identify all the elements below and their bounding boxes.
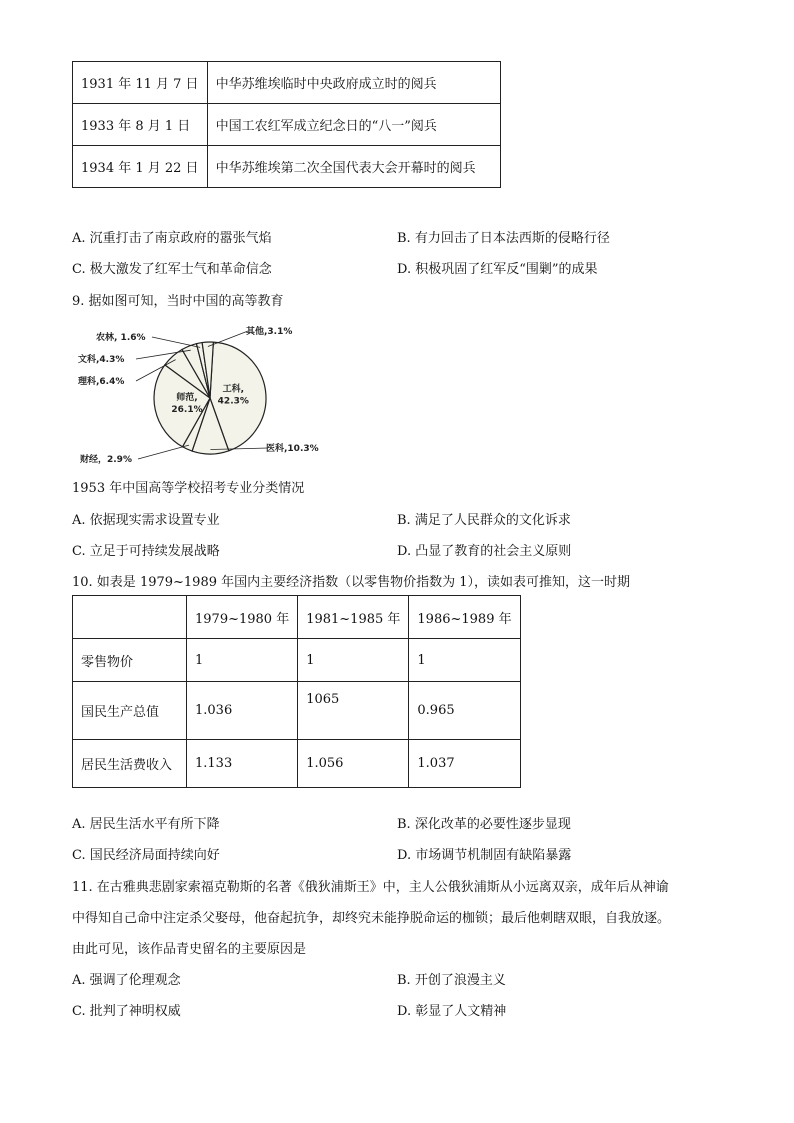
q10-option-a: A. 居民生活水平有所下降 xyxy=(72,817,220,832)
q8-option-b: B. 有力回击了日本法西斯的侵略行径 xyxy=(397,231,610,246)
table-row xyxy=(73,639,521,682)
table-cell: 0.965 xyxy=(409,682,520,740)
pie-label-文科: 文科,4.3% xyxy=(78,355,125,365)
table-cell: 中华苏维埃临时中央政府成立时的阅兵 xyxy=(207,62,500,104)
q8-option-a: A. 沉重打击了南京政府的嚣张气焰 xyxy=(72,231,272,246)
q9-option-a: A. 依据现实需求设置专业 xyxy=(72,513,220,528)
q10-option-b: B. 深化改革的必要性逐步显现 xyxy=(397,817,571,832)
pie-label-医科: 医科,10.3% xyxy=(266,444,319,454)
table-cell: 1.037 xyxy=(409,740,520,788)
table-cell: 中华苏维埃第二次全国代表大会开幕时的阅兵 xyxy=(207,146,500,188)
table-row xyxy=(73,682,521,740)
pie-label-师范: 师范, xyxy=(176,393,198,403)
q10-option-c: C. 国民经济局面持续向好 xyxy=(72,848,220,863)
pie-chart xyxy=(70,312,340,470)
q9-stem: 9. 据如图可知，当时中国的高等教育 xyxy=(72,294,284,309)
pie-leader-line xyxy=(138,445,189,459)
chart-caption: 1953 年中国高等学校招考专业分类情况 xyxy=(72,481,305,496)
q10-stem: 10. 如表是 1979~1989 年国内主要经济指数（以零售物价指数为 1），读如表可推知，这一时期 xyxy=(72,575,631,590)
q11-stem-line2: 中得知自己命中注定杀父娶母，他奋起抗争，却终究未能挣脱命运的枷锁；最后他刺瞎双眼，自我放逐。 xyxy=(72,911,671,926)
q11-option-d: D. 彰显了人文精神 xyxy=(397,1004,507,1019)
table-cell: 1934 年 1 月 22 日 xyxy=(73,146,208,188)
table-header-cell: 1981~1985 年 xyxy=(298,596,409,639)
table-cell: 1065 xyxy=(298,682,409,740)
table-row xyxy=(73,146,501,188)
parade-table xyxy=(72,61,501,188)
table-cell: 零售物价 xyxy=(73,639,187,682)
table-row xyxy=(73,62,501,104)
economic-index-table xyxy=(72,595,521,788)
table-cell: 居民生活费收入 xyxy=(73,740,187,788)
pie-leader-line xyxy=(152,337,200,347)
q9-option-b: B. 满足了人民群众的文化诉求 xyxy=(397,513,571,528)
table-header-cell xyxy=(73,596,187,639)
q11-stem-line3: 由此可见，该作品青史留名的主要原因是 xyxy=(72,942,307,957)
table-cell: 1 xyxy=(298,639,409,682)
q9-option-c: C. 立足于可持续发展战略 xyxy=(72,544,220,559)
table-header-row xyxy=(73,596,521,639)
q11-option-c: C. 批判了神明权威 xyxy=(72,1004,181,1019)
table-cell: 1.036 xyxy=(187,682,298,740)
table-cell: 国民生产总值 xyxy=(73,682,187,740)
q11-stem-line1: 11. 在古雅典悲剧家索福克勒斯的名著《俄狄浦斯王》中，主人公俄狄浦斯从小远离双亲，成年后从神谕 xyxy=(72,880,669,895)
pie-label-理科: 理科,6.4% xyxy=(78,377,125,387)
q9-option-d: D. 凸显了教育的社会主义原则 xyxy=(397,544,572,559)
table-header-cell: 1986~1989 年 xyxy=(409,596,520,639)
q8-option-d: D. 积极巩固了红军反“围剿”的成果 xyxy=(397,262,598,277)
table-cell: 1.133 xyxy=(187,740,298,788)
q11-option-a: A. 强调了伦理观念 xyxy=(72,973,181,988)
pie-value-工科: 42.3% xyxy=(217,396,249,407)
table-cell: 1.056 xyxy=(298,740,409,788)
table-cell: 1931 年 11 月 7 日 xyxy=(73,62,208,104)
pie-label-工科: 工科, xyxy=(222,384,245,395)
table-cell: 1 xyxy=(187,639,298,682)
pie-value-师范: 26.1% xyxy=(171,405,203,415)
table-row xyxy=(73,740,521,788)
table-cell: 1 xyxy=(409,639,520,682)
table-header-cell: 1979~1980 年 xyxy=(187,596,298,639)
pie-label-农林: 农林, 1.6% xyxy=(96,333,146,343)
q8-option-c: C. 极大激发了红军士气和革命信念 xyxy=(72,262,272,277)
pie-leader-line xyxy=(208,331,248,347)
table-row xyxy=(73,104,501,146)
table-cell: 1933 年 8 月 1 日 xyxy=(73,104,208,146)
table-cell: 中国工农红军成立纪念日的“八一”阅兵 xyxy=(207,104,500,146)
q10-option-d: D. 市场调节机制固有缺陷暴露 xyxy=(397,848,572,863)
q11-option-b: B. 开创了浪漫主义 xyxy=(397,973,506,988)
pie-label-财经: 财经，2.9% xyxy=(80,455,132,465)
pie-label-其他: 其他,3.1% xyxy=(246,327,293,337)
